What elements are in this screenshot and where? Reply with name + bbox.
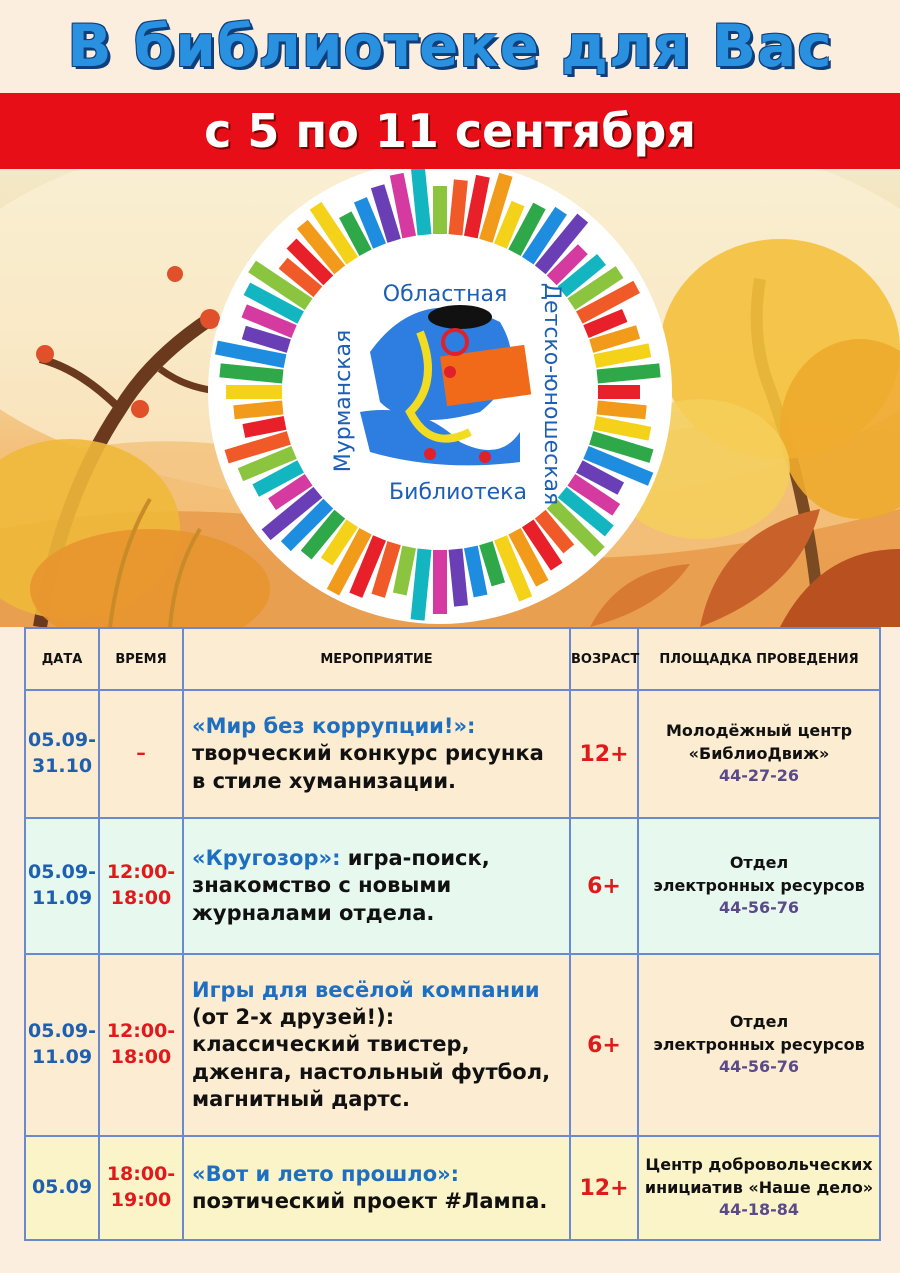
place-cell: Отдел электронных ресурсов 44-56-76 — [638, 818, 880, 954]
date-cell: 05.09- 31.10 — [25, 690, 99, 818]
table-row — [25, 954, 880, 1136]
header-time: ВРЕМЯ — [99, 628, 183, 690]
age-cell: 12+ — [570, 1136, 638, 1240]
event-cell: «Вот и лето прошло»: поэтический проект #Лампа. — [183, 1136, 570, 1240]
age-cell: 6+ — [570, 818, 638, 954]
library-logo — [208, 169, 672, 624]
age-cell: 6+ — [570, 954, 638, 1136]
time-cell: – — [99, 690, 183, 818]
place-cell: Центр добровольческих инициатив «Наше дело» 44-18-84 — [638, 1136, 880, 1240]
date-cell: 05.09- 11.09 — [25, 818, 99, 954]
table-row — [25, 690, 880, 818]
logo-text-top: Областная — [382, 282, 508, 307]
header-event: МЕРОПРИЯТИЕ — [183, 628, 570, 690]
age-cell: 12+ — [570, 690, 638, 818]
book-spine — [226, 385, 282, 399]
event-cell: Игры для весёлой компании (от 2-х друзей!): классический твистер, дженга, настольный футбол, магнитный дартс. — [183, 954, 570, 1136]
phone-number: 44-56-76 — [718, 1057, 800, 1077]
logo-text-right: Детско-юношеская — [539, 282, 564, 506]
date-cell: 05.09- 11.09 — [25, 954, 99, 1136]
header-date: ДАТА — [25, 628, 99, 690]
date-range-banner: с 5 по 11 сентября — [0, 93, 900, 169]
place-cell: Молодёжный центр «БиблиоДвиж» 44-27-26 — [638, 690, 880, 818]
date-cell: 05.09 — [25, 1136, 99, 1240]
autumn-illustration — [0, 169, 900, 627]
table-row — [25, 818, 880, 954]
book-spine — [598, 385, 640, 399]
table-header-row — [25, 628, 880, 690]
table-row — [25, 1136, 880, 1240]
time-cell: 12:00- 18:00 — [99, 818, 183, 954]
event-cell: «Кругозор»: игра-поиск, знакомство с новыми журналами отдела. — [183, 818, 570, 954]
page-title: В библиотеке для Вас — [67, 12, 833, 80]
phone-number: 44-18-84 — [718, 1200, 800, 1220]
header-age: ВОЗРАСТ — [570, 628, 638, 690]
logo-text-left: Мурманская — [331, 329, 356, 473]
phone-number: 44-27-26 — [718, 766, 800, 786]
event-cell: «Мир без коррупции!»: творческий конкурс рисунка в стиле хуманизации. — [183, 690, 570, 818]
book-spine — [433, 550, 447, 614]
logo-text-bottom: Библиотека — [389, 480, 527, 505]
autumn-background-art — [0, 169, 900, 627]
time-cell: 18:00- 19:00 — [99, 1136, 183, 1240]
events-table — [24, 627, 881, 1241]
place-cell: Отдел электронных ресурсов 44-56-76 — [638, 954, 880, 1136]
time-cell: 12:00- 18:00 — [99, 954, 183, 1136]
header-place: ПЛОЩАДКА ПРОВЕДЕНИЯ — [638, 628, 880, 690]
phone-number: 44-56-76 — [718, 898, 800, 918]
book-spine — [433, 186, 447, 234]
